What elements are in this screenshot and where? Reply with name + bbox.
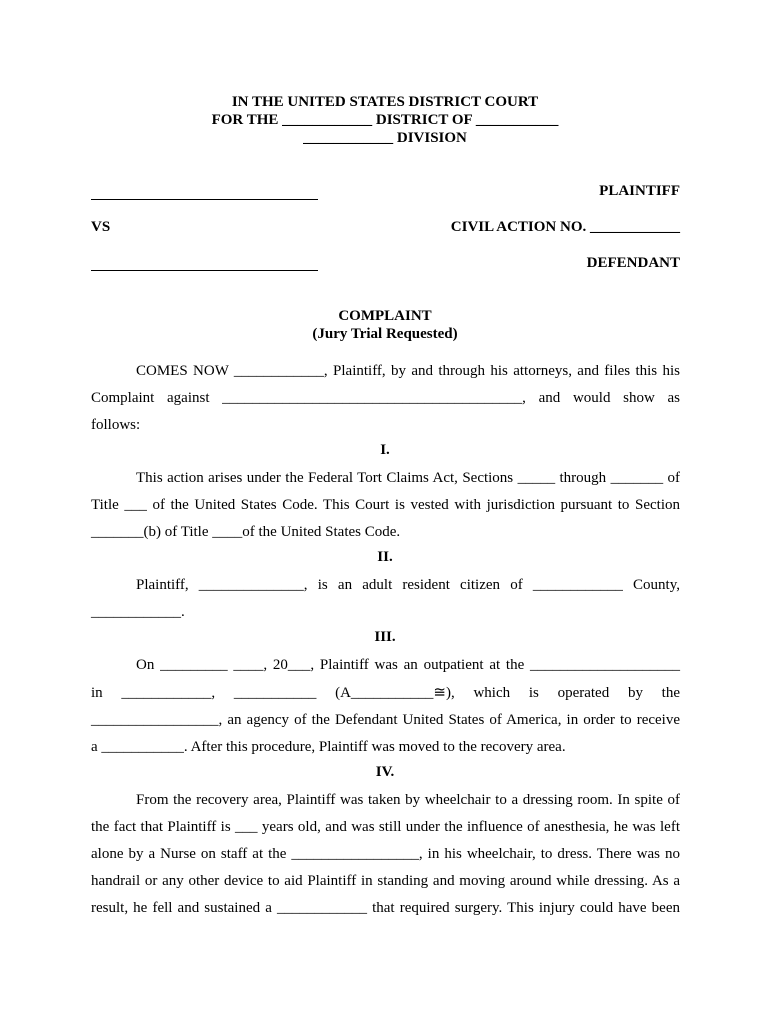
court-heading-line2: FOR THE ____________ DISTRICT OF ___________ <box>211 112 559 128</box>
section-4-line-2: the fact that Plaintiff is ___ years old, and was still under the influence of anesthesia, he was left <box>91 819 680 835</box>
section-heading-2: II. <box>377 549 393 565</box>
versus-label: VS <box>91 219 111 235</box>
plaintiff-name-blank <box>91 199 318 200</box>
section-heading-1: I. <box>380 442 390 458</box>
section-4-line-1: From the recovery area, Plaintiff was taken by wheelchair to a dressing room. In spite of <box>136 792 680 808</box>
document-subtitle: (Jury Trial Requested) <box>312 326 458 342</box>
document-title: COMPLAINT <box>338 308 432 324</box>
court-heading-line1: IN THE UNITED STATES DISTRICT COURT <box>231 94 539 110</box>
section-3-line-4: a ___________. After this procedure, Plaintiff was moved to the recovery area. <box>91 739 566 755</box>
section-2-line-1: Plaintiff, ______________, is an adult resident citizen of ____________ County, <box>136 577 680 593</box>
court-heading-line3: ____________ DIVISION <box>303 130 467 146</box>
section-4-line-5: result, he fell and sustained a ____________ that required surgery. This injury could have been <box>91 900 680 916</box>
plaintiff-label: PLAINTIFF <box>599 183 680 199</box>
section-3-line-3: _________________, an agency of the Defendant United States of America, in order to receive <box>91 712 680 728</box>
intro-line-3: follows: <box>91 417 141 433</box>
defendant-label: DEFENDANT <box>586 255 680 271</box>
section-4-line-4: handrail or any other device to aid Plaintiff in standing and moving around while dressing. As a <box>91 873 680 889</box>
civil-action-number: CIVIL ACTION NO. ____________ <box>450 219 680 235</box>
section-heading-4: IV. <box>375 764 395 780</box>
section-2-line-2: ____________. <box>91 604 185 620</box>
section-4-line-3: alone by a Nurse on staff at the _________________, in his wheelchair, to dress. There was no <box>91 846 680 862</box>
section-3-line-1: On _________ ____, 20___, Plaintiff was an outpatient at the ____________________ <box>136 657 680 673</box>
section-1-line-1: This action arises under the Federal Tort Claims Act, Sections _____ through _______ of <box>136 470 680 486</box>
defendant-name-blank <box>91 270 318 271</box>
section-1-line-3: _______(b) of Title ____of the United States Code. <box>91 524 401 540</box>
intro-line-2: Complaint against ________________________________________, and would show as <box>91 390 680 406</box>
section-3-line-2: in ____________, ___________ (A___________≅), which is operated by the <box>91 685 680 701</box>
intro-line-1: COMES NOW ____________, Plaintiff, by and through his attorneys, and files this his <box>136 363 680 379</box>
section-1-line-2: Title ___ of the United States Code. This Court is vested with jurisdiction pursuant to Section <box>91 497 680 513</box>
section-heading-3: III. <box>374 629 396 645</box>
